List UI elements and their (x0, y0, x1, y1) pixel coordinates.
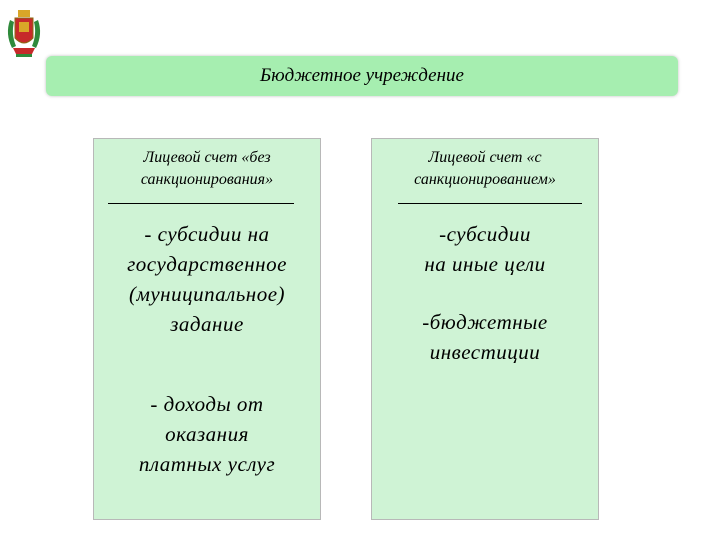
panel-right-heading-line: санкционированием» (414, 171, 556, 188)
panel-with-authorization (371, 138, 599, 520)
item-line: - субсидии на (144, 222, 270, 246)
panel-right-heading (372, 147, 598, 191)
right-item-budget-investments (372, 307, 598, 367)
panel-without-authorization (93, 138, 321, 520)
left-item-subsidies-task (94, 219, 320, 339)
item-line: (муниципальное) (128, 282, 286, 306)
item-line: - доходы от (150, 392, 264, 416)
item-line: -субсидии (439, 222, 531, 246)
panel-right-heading-line: Лицевой счет «с (428, 149, 542, 166)
panel-left-heading (94, 147, 320, 191)
item-line: на иные цели (424, 252, 546, 276)
right-item-other-subsidies (372, 219, 598, 279)
item-line: -бюджетные (422, 310, 548, 334)
item-line: инвестиции (429, 340, 541, 364)
coat-of-arms-icon (4, 8, 44, 60)
header-bar (46, 56, 678, 96)
item-line: государственное (127, 252, 287, 276)
panel-left-heading-line: санкционирования» (140, 171, 274, 188)
heading-underline (398, 203, 582, 204)
item-line: задание (170, 312, 244, 336)
heading-underline (108, 203, 294, 204)
panel-left-heading-line: Лицевой счет «без (143, 149, 271, 166)
item-line: платных услуг (138, 452, 276, 476)
left-item-paid-services (94, 389, 320, 479)
item-line: оказания (165, 422, 249, 446)
header-title: Бюджетное учреждение (260, 65, 464, 86)
